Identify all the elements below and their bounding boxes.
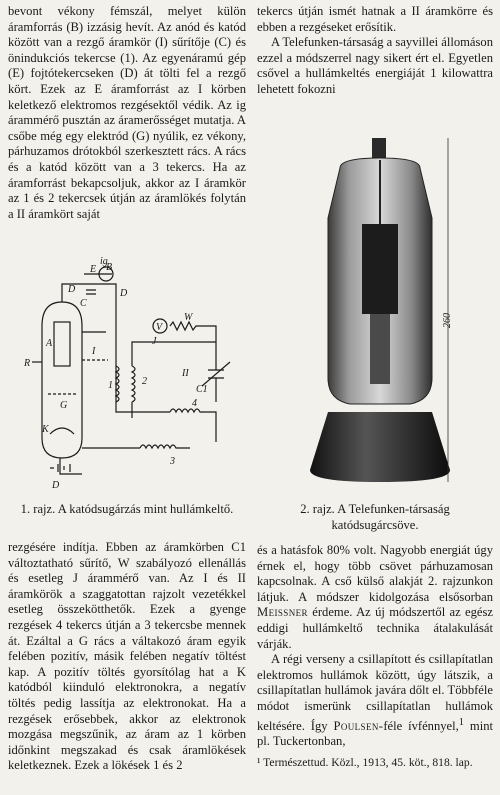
label-d: D	[120, 288, 128, 299]
tube-base	[310, 412, 450, 482]
paragraph: bevont vékony fémszál, melyet külön áramforrás (B) izzásig hevít. Az anód és katód között van a rezgő áramkör (I) sűrítője (C) és önindukciós tekercse (1). Az egyenáramú gép (E) fojtótekercseken (D) át tölti fel a rezgő kört. Ezek az E áramforrást az I körben keletkező elektromos rezgésektől védik. Az ig árammérő pusztán az áramerősséget mutatja. A csőbe még egy elektród (G) nyúlik, ez vékony, párhuzamos drótokból szerkesztett rács. A rács és a katód között van a 3 tekercs. Ha az áramforrást bekapcsoljuk, akkor az I áramkör az 1 és 2 tekercsek útján az áramlökés folytán a II áramkört saját	[8, 4, 246, 221]
bottom-right-column	[257, 543, 493, 750]
footnote-mark[interactable]: 1	[458, 716, 465, 728]
tube-top-cap	[372, 138, 386, 160]
text-span: érdeme. Az új módszertől az egész eddigi hullámkeltő technika átalakulását várják.	[257, 605, 493, 651]
figure-1-circuit-diagram	[20, 256, 240, 494]
cathode-filament	[50, 428, 74, 434]
label-k: K	[42, 424, 49, 435]
label-c1: C1	[196, 384, 208, 395]
label-e: E	[90, 264, 97, 275]
label-a: A	[46, 338, 53, 349]
label-i: I	[92, 346, 96, 357]
anode-plate	[54, 322, 70, 366]
figure-1-caption: 1. rajz. A katódsugárzás mint hullámkeltő.	[20, 502, 234, 516]
paragraph	[257, 652, 493, 750]
text-span: mint pl. Tuckertonban,	[257, 718, 494, 749]
label-j: J	[152, 336, 157, 347]
paragraph: tekercs útján ismét hatnak a II áramkörre és ebben a rezgéseket erősítik.	[257, 4, 493, 34]
label-ig: ig	[100, 256, 108, 267]
paragraph: rezgésére indítja. Ebben az áramkörben C1 változtatható sűrítő, W szabályozó ellenállás és esetleg J árammérő van. Az I és II áramkörök a szaggatottan rajzolt vezetékkel esetleg összekötthetők. Ezek a gyenge rezgések 4 tekercs útján a 3 tekercsbe mennek át. Ezáltal a G rács a váltakozó áram egyik felében pozitív, másik felében negatív töltést kap. A pozitív töltés gyorsítólag hat a K katódból kiinduló elektronokra, a negatív töltés pedig lassítja az elektronokat. Ha a rezgések erősebbek, akkor az elektronok mozgása megszűnik, az áram az 1 körben időnkint megszakad és csak áramlökések keletkeznek. Ezek a lökések 1 és 2	[8, 540, 246, 773]
label-4: 4	[192, 398, 197, 409]
text-span: és a hatásfok 80% volt. Nagyobb energiát úgy érnek el, hogy több csövet párhuzamosan kapcsolnak. A cső külső alakját 2. rajzunkon látjuk. A módszer kidolgozása elsősorban	[257, 543, 493, 604]
top-left-column	[8, 4, 246, 222]
figure-2-caption: 2. rajz. A Telefunken-társaság katódsugárcsöve.	[300, 502, 450, 532]
label-d: D	[68, 284, 76, 295]
label-w: W	[184, 312, 193, 323]
label-r: R	[24, 358, 31, 369]
text-span: A régi verseny a csillapított és csillapítatlan elektromos hullámok között, úgy látszik, a csillapítatlan hullámok javára dőlt el. Többféle módot ismerünk csillapítatlan hullámok keltésére. Így	[257, 652, 493, 733]
label-b: B	[106, 262, 113, 273]
label-d: D	[52, 480, 60, 491]
name-poulsen: Poulsen-	[333, 718, 384, 733]
height-label: 260	[442, 313, 453, 328]
figure-2-cathode-tube-photo	[300, 138, 460, 490]
paragraph	[257, 543, 493, 652]
label-g: G	[60, 400, 68, 411]
text-span: féle ívfénnyel,	[383, 718, 459, 733]
label-2: 2	[142, 376, 147, 387]
label-ii: II	[182, 368, 189, 379]
label-1: 1	[108, 380, 113, 391]
electrode-stem	[370, 314, 390, 384]
label-c: C	[80, 298, 87, 309]
label-3: 3	[170, 456, 175, 467]
anode-block	[362, 224, 398, 314]
footnote: ¹ Természettud. Közl., 1913, 45. köt., 818. lap.	[257, 756, 473, 769]
label-v: V	[156, 322, 163, 333]
name-meissner: Meissner	[257, 605, 308, 620]
bottom-left-column	[8, 540, 246, 774]
paragraph: A Telefunken-társaság a sayvillei állomáson ezzel a módszerrel nagy sikert ért el. Egyetlen csővel a hullámkeltés energiáját 1 kilowattra lehetett fokozni	[257, 35, 494, 96]
top-right-column	[257, 4, 493, 98]
